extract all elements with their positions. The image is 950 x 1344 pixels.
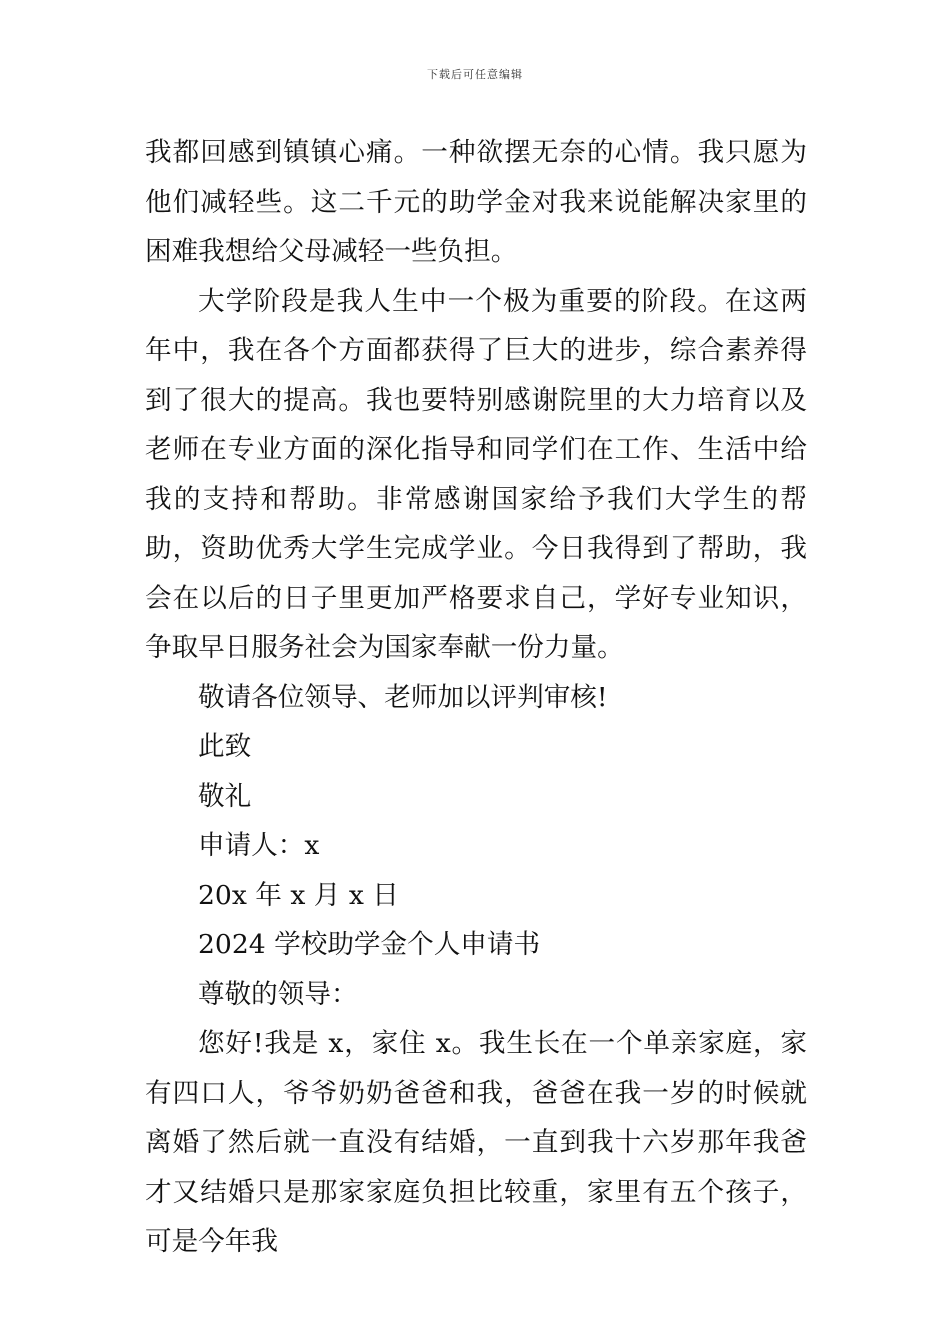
salutation-line: 尊敬的领导： bbox=[198, 978, 358, 1010]
page-header-note: 下载后可任意编辑 bbox=[427, 68, 523, 81]
date-line: 20x 年 x 月 x 日 bbox=[198, 879, 399, 911]
document-body bbox=[145, 128, 807, 1267]
request-line: 敬请各位领导、老师加以评判审核! bbox=[198, 681, 608, 713]
paragraph-continued: 我都回感到镇镇心痛。一种欲摆无奈的心情。我只愿为他们减轻些。这二千元的助学金对我来说能解决家里的困难我想给父母减轻一些负担。 bbox=[145, 137, 807, 267]
paragraph-university-stage: 大学阶段是我人生中一个极为重要的阶段。在这两年中，我在各个方面都获得了巨大的进步，综合素养得到了很大的提高。我也要特别感谢院里的大力培育以及老师在专业方面的深化指导和同学们在工作、生活中给我的支持和帮助。非常感谢国家给予我们大学生的帮助，资助优秀大学生完成学业。今日我得到了帮助，我会在以后的日子里更加严格要求自己，学好专业知识，争取早日服务社会为国家奉献一份力量。 bbox=[145, 285, 807, 663]
second-letter-title: 2024 学校助学金个人申请书 bbox=[198, 929, 541, 960]
paragraph-introduction: 您好!我是 x，家住 x。我生长在一个单亲家庭，家有四口人，爷爷奶奶爸爸和我，爸爸在我一岁的时候就离婚了然后就一直没有结婚，一直到我十六岁那年我爸才又结婚只是那家家庭负担比较重，家里有五个孩子，可是今年我 bbox=[145, 1028, 807, 1257]
closing-line-2: 敬礼 bbox=[198, 780, 252, 812]
closing-line-1: 此致 bbox=[198, 731, 252, 762]
applicant-line: 申请人：x bbox=[198, 830, 320, 861]
